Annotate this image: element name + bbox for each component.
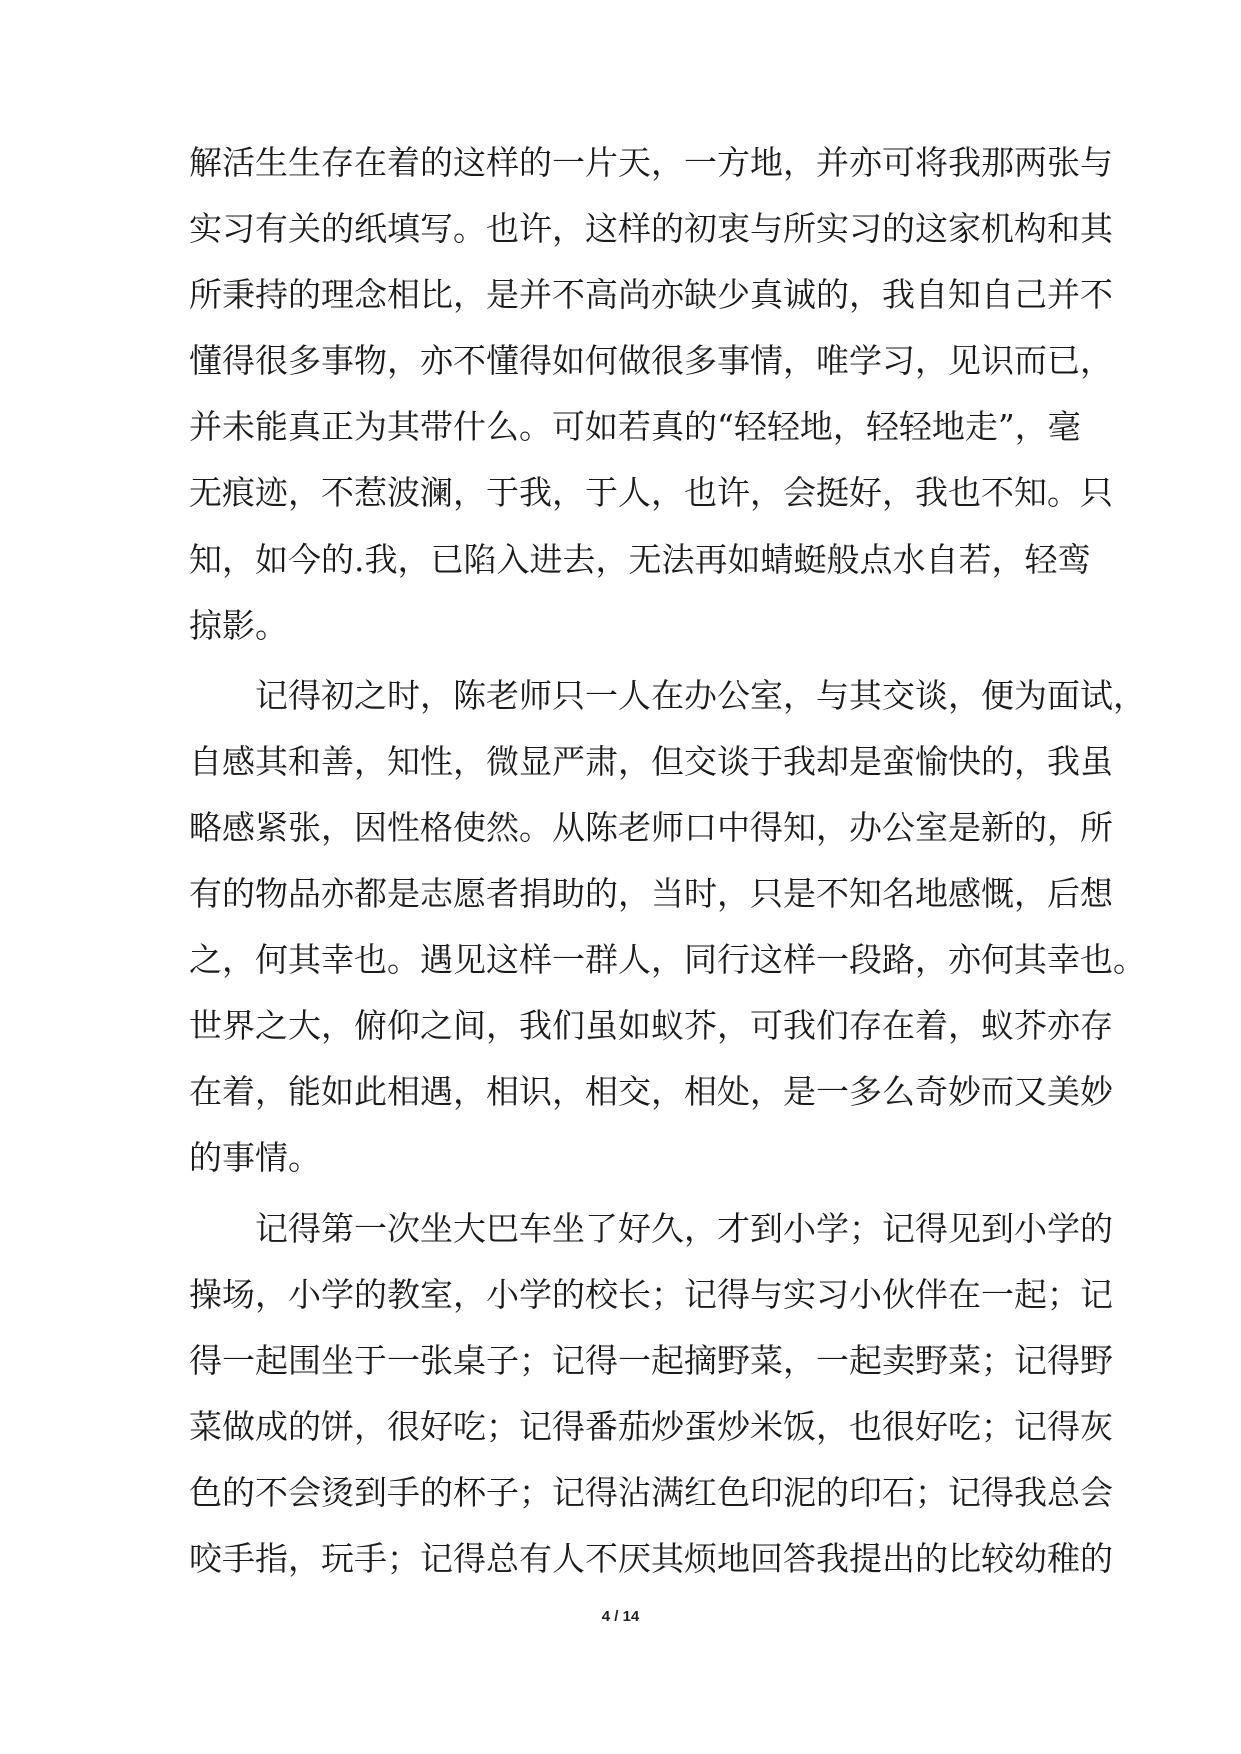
- text-line: 实习有关的纸填写。也许，这样的初衷与所实习的这家机构和其: [189, 209, 1113, 249]
- text-line: 世界之大，俯仰之间，我们虽如蚁芥，可我们存在着，蚁芥亦存: [189, 1006, 1113, 1046]
- document-body: [189, 130, 1146, 1592]
- page-number: 4 / 14: [601, 1608, 640, 1625]
- text-line: 的事情。: [189, 1138, 321, 1178]
- text-line: 懂得很多事物，亦不懂得如何做很多事情，唯学习，见识而已，: [189, 341, 1113, 381]
- text-line: 在着，能如此相遇，相识，相交，相处，是一多么奇妙而又美妙: [189, 1072, 1113, 1112]
- text-line: 所秉持的理念相比，是并不高尚亦缺少真诚的，我自知自己并不: [189, 275, 1113, 315]
- paragraph-1: [189, 130, 1113, 659]
- text-line: 色的不会烫到手的杯子；记得沾满红色印泥的印石；记得我总会: [189, 1472, 1113, 1512]
- text-line: 无痕迹，不惹波澜，于我，于人，也许，会挺好，我也不知。只: [189, 473, 1113, 513]
- text-line: 略感紧张，因性格使然。从陈老师口中得知，办公室是新的，所: [189, 807, 1113, 847]
- text-line: 记得初之时，陈老师只一人在办公室，与其交谈，便为面试，: [255, 675, 1146, 715]
- text-line: 操场，小学的教室，小学的校长；记得与实习小伙伴在一起；记: [189, 1274, 1113, 1314]
- text-line: 菜做成的饼，很好吃；记得番茄炒蛋炒米饭，也很好吃；记得灰: [189, 1406, 1113, 1446]
- paragraph-2: [189, 663, 1146, 1192]
- text-line: 有的物品亦都是志愿者捐助的，当时，只是不知名地感慨，后想: [189, 874, 1113, 914]
- text-line: 知，如今的.我，已陷入进去，无法再如蜻蜓般点水自若，轻鸾: [189, 539, 1091, 579]
- paragraph-3: [189, 1196, 1113, 1593]
- text-line: 自感其和善，知性，微显严肃，但交谈于我却是蛮愉快的，我虽: [189, 741, 1113, 781]
- text-line: 记得第一次坐大巴车坐了好久，才到小学；记得见到小学的: [255, 1208, 1113, 1248]
- text-line: 得一起围坐于一张桌子；记得一起摘野菜，一起卖野菜；记得野: [189, 1340, 1113, 1380]
- text-line: 之，何其幸也。遇见这样一群人，同行这样一段路，亦何其幸也。: [189, 940, 1146, 980]
- text-line: 并未能真正为其带什么。可如若真的“轻轻地，轻轻地走”，毫: [189, 407, 1081, 447]
- text-line: 咬手指，玩手；记得总有人不厌其烦地回答我提出的比较幼稚的: [189, 1538, 1113, 1578]
- text-line: 掠影。: [189, 605, 288, 645]
- text-line: 解活生生存在着的这样的一片天，一方地，并亦可将我那两张与: [189, 143, 1113, 182]
